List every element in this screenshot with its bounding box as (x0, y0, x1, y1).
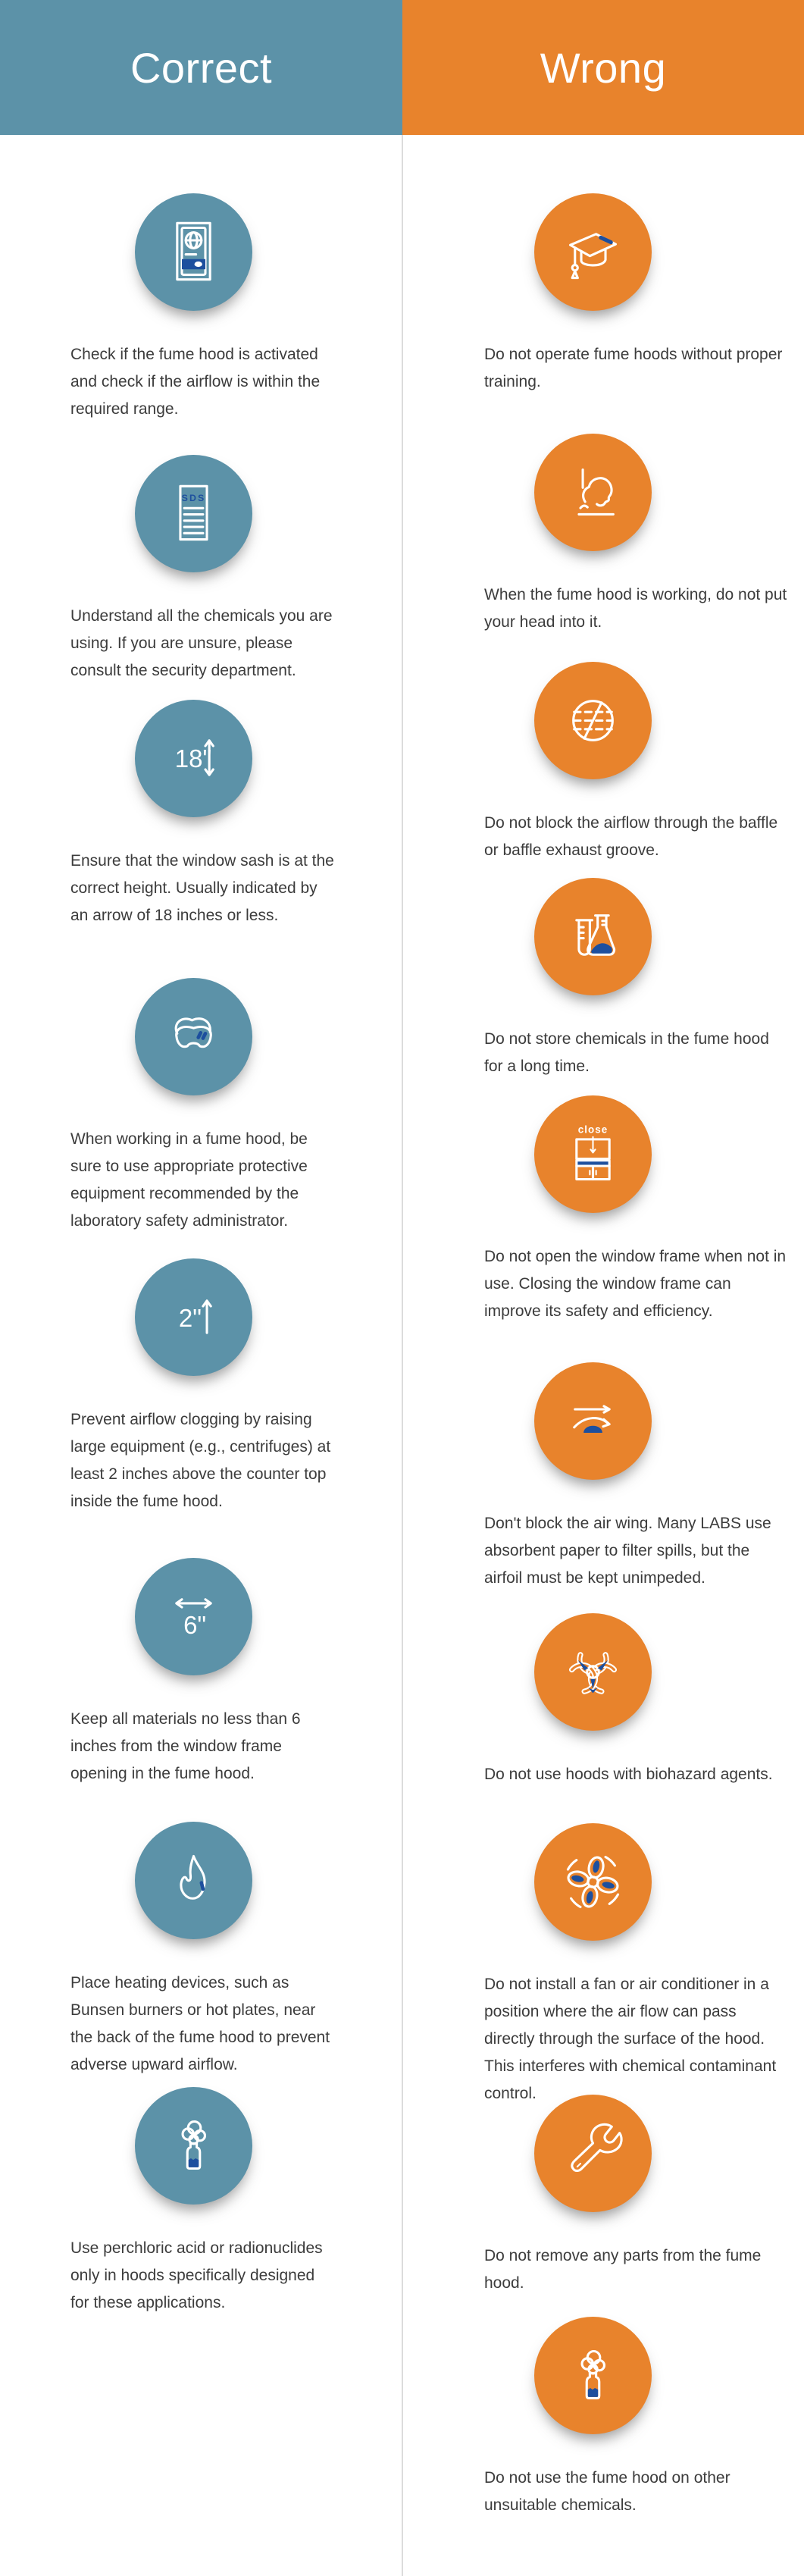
item-caption: Do not operate fume hoods without proper training. (484, 346, 783, 390)
list-item (402, 1823, 804, 2107)
item-caption: When working in a fume hood, be sure to use appropriate protective equipment recommended by the laboratory safety administrator. (70, 1130, 308, 1230)
item-caption: Do not remove any parts from the fume hood. (484, 2247, 762, 2292)
svg-text:6": 6" (183, 1612, 207, 1641)
close-sash-icon (534, 1095, 652, 1213)
svg-text:SDS: SDS (181, 492, 206, 503)
list-item (402, 1362, 804, 1592)
sds-sheet-icon (135, 455, 252, 572)
item-caption: Do not use hoods with biohazard agents. (484, 1766, 773, 1783)
list-item (0, 1558, 402, 1788)
item-caption: Keep all materials no less than 6 inches from the window frame opening in the fume hood. (70, 1710, 301, 1782)
wrong-title: Wrong (540, 43, 667, 92)
svg-text:18": 18" (174, 744, 212, 773)
list-item (0, 978, 402, 1235)
list-item (402, 1095, 804, 1325)
list-item (402, 878, 804, 1080)
biohazard-icon (534, 1613, 652, 1731)
safety-goggles-icon (135, 978, 252, 1095)
list-item (402, 662, 804, 864)
graduation-cap-icon (534, 193, 652, 311)
fan-icon (534, 1823, 652, 1941)
raise-equipment-2in-icon (135, 1258, 252, 1376)
item-caption: Understand all the chemicals you are using. If you are unsure, please consult the security department. (70, 607, 333, 679)
item-caption: Place heating devices, such as Bunsen burners or hot plates, near the back of the fume hood to prevent adverse upward airflow. (70, 1974, 330, 2073)
item-caption: Don't block the air wing. Many LABS use absorbent paper to filter spills, but the airfoil must be kept unimpeded. (484, 1515, 771, 1587)
list-item (0, 455, 402, 685)
list-item (402, 434, 804, 636)
item-caption: Prevent airflow clogging by raising large equipment (e.g., centrifuges) at least 2 inches above the counter top inside the fume hood. (70, 1411, 331, 1510)
list-item (402, 2095, 804, 2297)
list-item (0, 193, 402, 423)
list-item (0, 2087, 402, 2317)
fume-hood-control-panel-icon (135, 193, 252, 311)
list-item (402, 2317, 804, 2519)
chemical-fume-bottle-icon (534, 2317, 652, 2434)
baffle-airflow-icon (534, 662, 652, 779)
item-caption: Check if the fume hood is activated and check if the airflow is within the required range. (70, 346, 321, 418)
sash-height-18in-icon (135, 700, 252, 817)
list-item (0, 1258, 402, 1515)
item-caption: Do not block the airflow through the baffle or baffle exhaust groove. (484, 814, 778, 859)
item-caption: When the fume hood is working, do not put your head into it. (484, 586, 787, 631)
list-item (0, 700, 402, 929)
keep-6in-distance-icon (135, 1558, 252, 1675)
chemical-fume-bottle-icon (135, 2087, 252, 2205)
svg-text:2": 2" (178, 1304, 202, 1333)
svg-text:close: close (577, 1123, 608, 1136)
list-item (402, 1613, 804, 1788)
item-caption: Do not open the window frame when not in use. Closing the window frame can improve its safety and efficiency. (484, 1248, 787, 1320)
item-caption: Do not install a fan or air conditioner in a position where the air flow can pass directly through the surface of the hood. This interferes with chemical contaminant control. (484, 1976, 777, 2102)
correct-title: Correct (130, 43, 273, 92)
list-item (0, 1822, 402, 2079)
wrench-icon (534, 2095, 652, 2212)
flame-icon (135, 1822, 252, 1939)
item-caption: Use perchloric acid or radionuclides only in hoods specifically designed for these applications. (70, 2239, 323, 2311)
item-caption: Ensure that the window sash is at the correct height. Usually indicated by an arrow of 18 inches or less. (70, 852, 334, 924)
item-caption: Do not store chemicals in the fume hood for a long time. (484, 1030, 769, 1075)
flask-test-tube-icon (534, 878, 652, 995)
item-caption: Do not use the fume hood on other unsuitable chemicals. (484, 2469, 730, 2514)
head-in-hood-icon (534, 434, 652, 551)
airfoil-icon (534, 1362, 652, 1480)
wrong-column (402, 0, 804, 2576)
list-item (402, 193, 804, 396)
